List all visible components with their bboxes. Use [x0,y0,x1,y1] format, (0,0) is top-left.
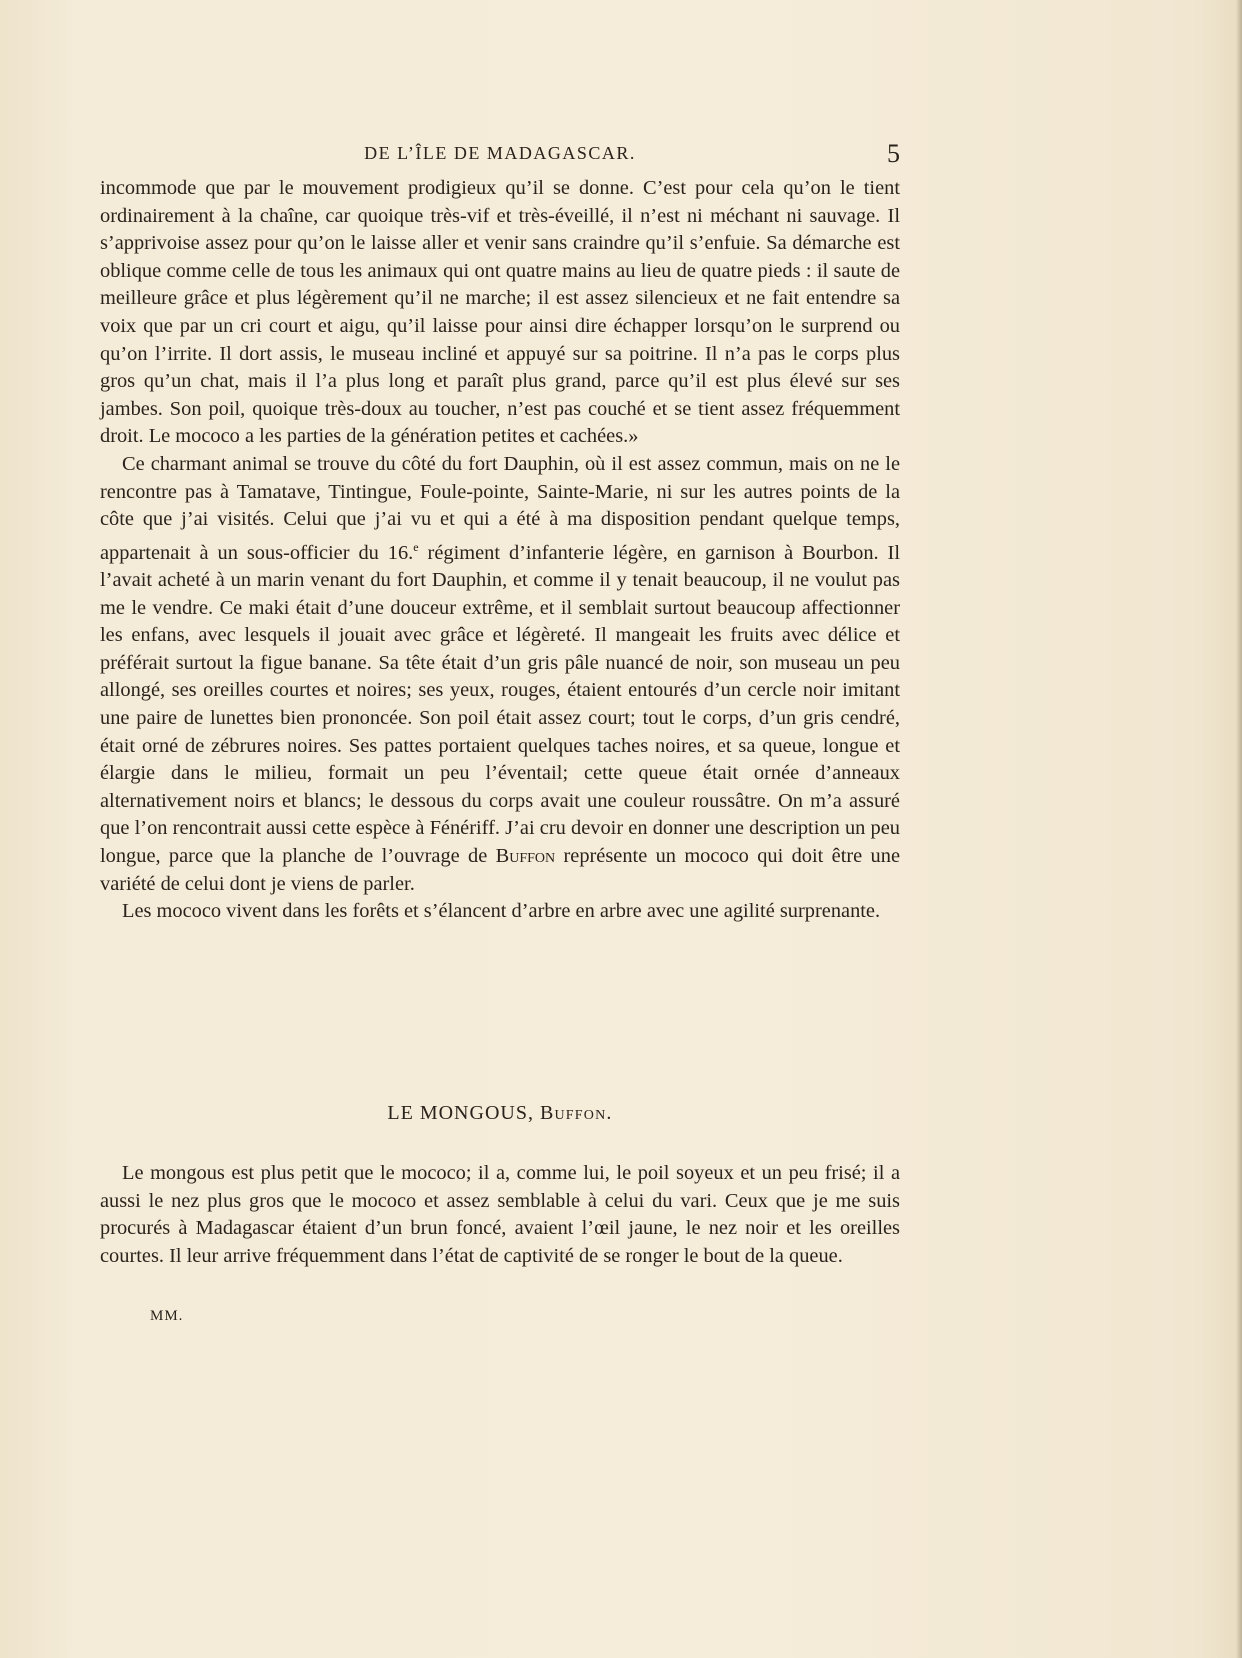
section-heading [100,1102,900,1125]
paragraph-continuation: incommode que par le mouvement prodigieux qu’il se donne. C’est pour cela qu’on le tient ordinairement à la chaîne, car quoique très-vif et très-éveillé, il n’est ni méchant ni sauvage. Il s’apprivoise assez pour qu’on le laisse aller et venir sans craindre qu’il s’enfuie. Sa démarche est oblique comme celle de tous les animaux qui ont quatre mains au lieu de quatre pieds : il saute de meilleure grâce et plus légèrement qu’il ne marche; il est assez silencieux et ne fait entendre sa voix que par un cri court et aigu, qu’il laisse pour ainsi dire échapper lorsqu’on le surprend ou qu’on l’irrite. Il dort assis, le museau incliné et appuyé sur sa poitrine. Il n’a pas le corps plus gros qu’un chat, mais il l’a plus long et paraît plus grand, parce qu’il est plus élevé sur ses jambes. Son poil, quoique très-doux au toucher, n’est pas couché et se tient assez fréquemment droit. Le mococo a les parties de la génération petites et cachées.» [100,177,900,448]
section-text [100,1160,900,1270]
paragraph-text-part: représente un mococo qui doit être une variété de celui dont je viens de parler. [100,845,900,895]
running-title: DE L’ÎLE DE MADAGASCAR. [364,143,636,163]
body-text [100,175,900,926]
section-heading-title: LE MONGOUS, [387,1102,534,1124]
author-name: Buffon [495,845,556,868]
page-edge-shadow [1236,0,1242,1658]
paragraph-habitat: Les mococo vivent dans les forêts et s’élancent d’arbre en arbre avec une agilité surprenante. [122,900,881,923]
page-number: 5 [887,139,900,168]
running-head [100,139,900,167]
paragraph-description [100,451,900,898]
section-heading-author: Buffon. [539,1102,613,1124]
signature: MM. [150,1308,184,1324]
paragraph-mongous: Le mongous est plus petit que le mococo; il a, comme lui, le poil soyeux et un peu frisé; il a aussi le nez plus gros que le mococo et assez semblable à celui du vari. Ceux que je me suis procurés à Madagascar étaient d’un brun foncé, avaient l’œil jaune, le nez noir et les oreilles courtes. Il leur arrive fréquemment dans l’état de captivité de se ronger le bout de la queue. [100,1162,900,1267]
ordinal-superscript: e [413,539,419,554]
paragraph-text-part: régiment d’infanterie légère, en garnison à Bourbon. Il l’avait acheté à un marin venant du fort Dauphin, et comme il y tenait beaucoup, il ne voulut pas me le vendre. Ce maki était d’une douceur extrême, et il semblait surtout beaucoup affectionner les enfans, avec lesquels il jouait avec grâce et légèreté. Il mangeait les fruits avec délice et préférait surtout la figue banane. Sa tête était d’un gris pâle nuancé de noir, son museau un peu allongé, ses oreilles courtes et noires; ses yeux, rouges, étaient entourés d’un cercle noir imitant une paire de lunettes bien prononcée. Son poil était assez court; tout le corps, d’un gris cendré, était orné de zébrures noires. Ses pattes portaient quelques taches noires, et sa queue, longue et élargie dans le milieu, formait un peu l’éventail; cette queue était ornée d’anneaux alternativement noirs et blancs; le dessous du corps avait une couleur roussâtre. On m’a assuré que l’on rencontrait aussi cette espèce à Fénériff. J’ai cru devoir en donner une description un peu longue, parce que la planche de l’ouvrage de [100,541,901,868]
paragraph-text-part: Ce charmant animal se trouve du côté du fort Dauphin, où il est assez commun, mais on ne le rencontre pas à Tamatave, Tintingue, Foule-pointe, Sainte-Marie, ni sur les autres points de la côte que j’ai visités. Celui que j’ai vu et qui a été à ma disposition pendant quelque temps, appartenait à un sous-officier du 16. [100,452,900,564]
